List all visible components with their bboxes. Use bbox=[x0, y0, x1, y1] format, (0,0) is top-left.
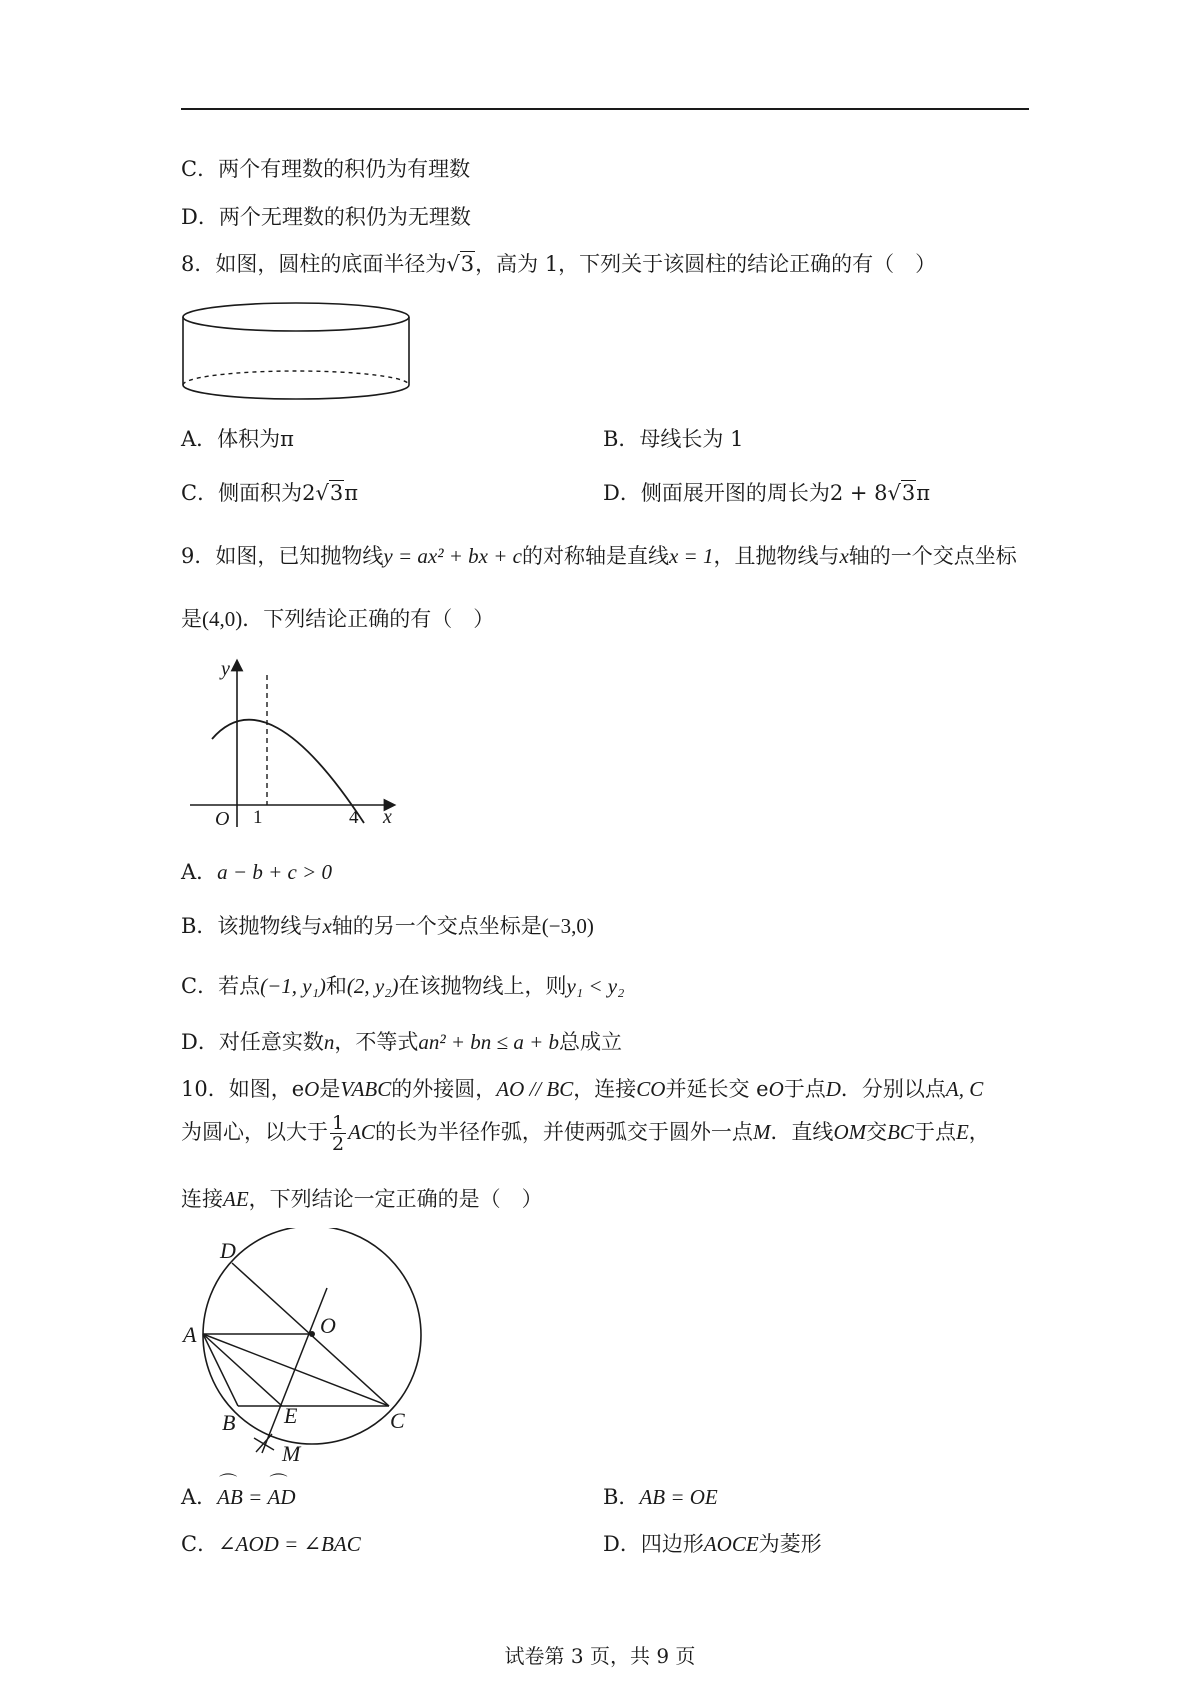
q8-c-rad: 3 bbox=[329, 481, 344, 505]
q10-l1-e: 并延长交 e bbox=[665, 1077, 769, 1101]
segment-A-E bbox=[203, 1334, 282, 1406]
q10-l1-c: 的外接圆， bbox=[391, 1077, 497, 1101]
q9-eq: y = ax² + bx + c bbox=[383, 544, 522, 568]
cylinder-bottom-front bbox=[183, 385, 409, 399]
q9-d-ineq: an² + bn ≤ a + b bbox=[418, 1030, 560, 1054]
graph-tick-1: 1 bbox=[253, 807, 263, 828]
q10-l1-D: D bbox=[825, 1077, 841, 1101]
center-point bbox=[309, 1331, 315, 1337]
q7-option-d: D．两个无理数的积仍为无理数 bbox=[181, 205, 471, 229]
q8-stem-b: ，高为 1，下列关于该圆柱的结论正确的有（ ） bbox=[475, 252, 937, 276]
q10-l1-f: 于点 bbox=[783, 1077, 826, 1101]
sqrt-symbol: √ bbox=[887, 481, 901, 505]
q9-b-pt: (−3,0) bbox=[541, 914, 594, 938]
q10-l2-M: M bbox=[752, 1120, 771, 1144]
q9-a-expr: a − b + c > 0 bbox=[217, 860, 333, 884]
q10-l2-c: ．直线 bbox=[770, 1120, 834, 1144]
q10-l1-tri: VABC bbox=[340, 1077, 392, 1101]
q10-a-arc2: ⌒ AD bbox=[268, 1483, 296, 1511]
q10-l2-b: 的长为半径作弧，并使两弧交于圆外一点 bbox=[374, 1120, 753, 1144]
cylinder-top-ellipse bbox=[183, 303, 409, 331]
q9-b-text: B．该抛物线与 bbox=[181, 914, 323, 938]
q8-option-c bbox=[181, 479, 358, 507]
q10-d-expr: AOCE bbox=[703, 1532, 759, 1556]
q10-l2-om: OM bbox=[833, 1120, 867, 1144]
q9-stem-b: 的对称轴是直线 bbox=[521, 544, 669, 568]
q9-a-label: A． bbox=[181, 860, 218, 884]
fig-label-B: B bbox=[222, 1410, 236, 1435]
q8-d-rad: 3 bbox=[901, 481, 916, 505]
q8-radical: 3 bbox=[460, 252, 475, 276]
q9-c-text: C．若点 bbox=[181, 974, 261, 998]
q10-l3-a: 连接 bbox=[181, 1187, 223, 1211]
q10-l2-E: E bbox=[955, 1120, 969, 1144]
q10-d-text: 为菱形 bbox=[758, 1532, 822, 1556]
page-footer: 试卷第 3 页，共 9 页 bbox=[504, 1644, 696, 1668]
q8-c-post: π bbox=[344, 481, 359, 505]
parabola-graph bbox=[185, 655, 405, 830]
q10-l1-par: AO // BC bbox=[496, 1077, 574, 1101]
q10-a-arc1: ⌒ AB bbox=[217, 1483, 243, 1511]
q10-l3-ae: AE bbox=[223, 1187, 249, 1211]
fig-label-O: O bbox=[320, 1313, 336, 1338]
q9-axis: x = 1 bbox=[668, 544, 714, 568]
q10-stem-line2 bbox=[181, 1113, 990, 1154]
segment-A-C bbox=[203, 1334, 389, 1406]
q10-a-eq: = bbox=[242, 1485, 268, 1509]
q8-option-d bbox=[603, 479, 930, 507]
q10-stem-line1 bbox=[181, 1075, 983, 1103]
q10-l2-d: 交 bbox=[866, 1120, 888, 1144]
q10-l1-AC: A, C bbox=[945, 1077, 984, 1101]
q9-b-text2: 轴的另一个交点坐标是 bbox=[331, 914, 542, 938]
graph-x-label: x bbox=[383, 806, 392, 828]
line-O-M bbox=[262, 1288, 327, 1453]
q9-option-a bbox=[181, 858, 332, 886]
q9-stem-d: 轴的一个交点坐标 bbox=[848, 544, 1017, 568]
q10-l2-f: ， bbox=[968, 1120, 990, 1144]
frac-numerator: 1 bbox=[332, 1112, 345, 1134]
cylinder-bottom-back bbox=[183, 371, 409, 385]
q9-d-text: D．对任意实数 bbox=[181, 1030, 324, 1054]
q10-option-c bbox=[181, 1530, 361, 1558]
q9-stem2-b: ．下列结论正确的有（ ） bbox=[242, 607, 495, 631]
fig-label-M: M bbox=[282, 1441, 301, 1466]
q9-d-text3: 总成立 bbox=[559, 1030, 623, 1054]
q10-option-d bbox=[603, 1530, 822, 1558]
q8-option-b: B．母线长为 1 bbox=[603, 427, 744, 451]
q7-option-c: C．两个有理数的积仍为有理数 bbox=[181, 157, 471, 181]
q8-c-pre: 2 bbox=[302, 481, 316, 505]
q9-stem-line2 bbox=[181, 605, 494, 633]
q8-d-post: π bbox=[916, 481, 931, 505]
q8-a-label: A．体积为 bbox=[181, 427, 281, 451]
q10-l2-ac: AC bbox=[348, 1120, 375, 1144]
graph-origin-label: O bbox=[215, 808, 230, 830]
q10-option-b bbox=[603, 1483, 718, 1511]
q9-stem2-a: 是 bbox=[181, 607, 202, 631]
q9-d-text2: ，不等式 bbox=[334, 1030, 419, 1054]
sqrt-symbol: √ bbox=[315, 481, 329, 505]
graph-y-label: y bbox=[221, 658, 230, 680]
q8-c-label: C．侧面积为 bbox=[181, 481, 303, 505]
q10-option-a bbox=[181, 1483, 296, 1511]
sqrt-symbol: √ bbox=[446, 252, 460, 276]
q10-l2-e: 于点 bbox=[913, 1120, 956, 1144]
q10-l2-bc: BC bbox=[887, 1120, 914, 1144]
q10-l1-g: ．分别以点 bbox=[840, 1077, 946, 1101]
q9-c-p2: (2, y₂) bbox=[346, 974, 399, 998]
q9-c-and: 和 bbox=[325, 974, 347, 998]
frac-denominator: 2 bbox=[332, 1133, 345, 1155]
q8-d-pre: 2 + 8 bbox=[829, 481, 888, 505]
fig-label-D: D bbox=[220, 1238, 236, 1263]
q10-l3-b: ，下列结论一定正确的是（ ） bbox=[248, 1187, 543, 1211]
q10-l1-co: CO bbox=[636, 1077, 666, 1101]
q10-c-expr: ∠AOD = ∠BAC bbox=[218, 1532, 361, 1556]
q10-d-label: D．四边形 bbox=[603, 1532, 704, 1556]
q8-stem bbox=[181, 250, 936, 278]
q8-a-val: π bbox=[280, 427, 294, 451]
cylinder-figure bbox=[178, 300, 414, 404]
q9-point: (4,0) bbox=[202, 607, 243, 631]
fig-label-E: E bbox=[284, 1403, 298, 1428]
q9-option-b bbox=[181, 912, 594, 940]
q10-l1-O2: O bbox=[768, 1077, 784, 1101]
q8-option-a bbox=[181, 425, 294, 453]
q10-b-label: B． bbox=[603, 1485, 640, 1509]
circle-figure bbox=[180, 1228, 440, 1473]
q10-l1-b: 是 bbox=[319, 1077, 341, 1101]
q8-d-label: D．侧面展开图的周长为 bbox=[603, 481, 830, 505]
q10-l1-d: ，连接 bbox=[573, 1077, 637, 1101]
q9-d-n: n bbox=[323, 1030, 335, 1054]
q10-l2-a: 为圆心，以大于 bbox=[181, 1120, 328, 1144]
q9-b-x: x bbox=[322, 914, 332, 938]
q9-c-ineq: y₁ < y₂ bbox=[566, 974, 625, 998]
q8-stem-a: 8．如图，圆柱的底面半径为 bbox=[181, 252, 447, 276]
q9-c-text2: 在该抛物线上，则 bbox=[398, 974, 567, 998]
q9-xvar: x bbox=[839, 544, 849, 568]
q9-stem-c: ，且抛物线与 bbox=[713, 544, 840, 568]
half-fraction bbox=[330, 1113, 346, 1154]
q10-l1-O: O bbox=[304, 1077, 320, 1101]
q10-c-label: C． bbox=[181, 1532, 219, 1556]
fig-label-A: A bbox=[183, 1322, 197, 1347]
q9-option-c bbox=[181, 972, 624, 1000]
q10-b-expr: AB = OE bbox=[639, 1485, 718, 1509]
graph-tick-4: 4 bbox=[349, 807, 359, 828]
q10-l1-a: 10．如图，e bbox=[181, 1077, 305, 1101]
q10-a-label: A． bbox=[181, 1485, 218, 1509]
q9-stem-a: 9．如图，已知抛物线 bbox=[181, 544, 384, 568]
q9-option-d bbox=[181, 1028, 622, 1056]
q9-c-p1: (−1, y₁) bbox=[260, 974, 326, 998]
q9-stem-line1 bbox=[181, 542, 1017, 570]
header-rule bbox=[181, 108, 1029, 110]
parabola-curve bbox=[212, 720, 364, 823]
q10-stem-line3 bbox=[181, 1185, 543, 1213]
fig-label-C: C bbox=[390, 1408, 405, 1433]
